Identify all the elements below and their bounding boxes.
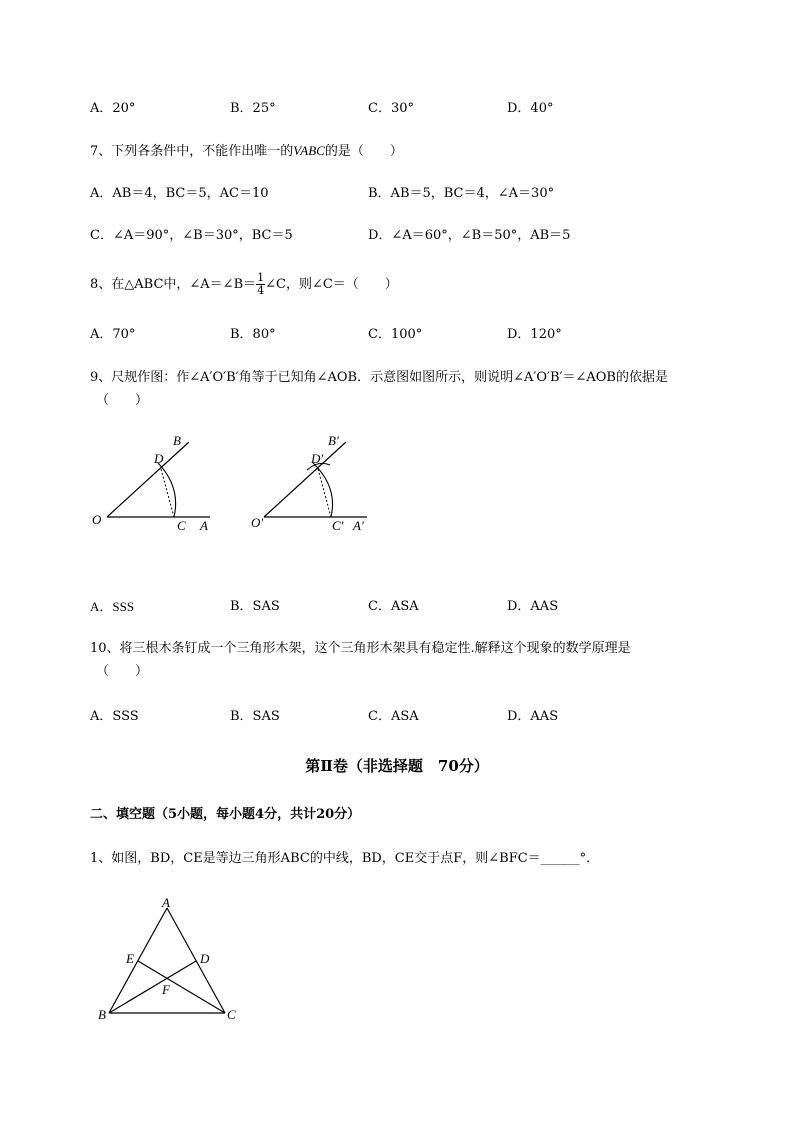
q8-fraction (256, 272, 265, 297)
q8-option-d: D．120° (507, 327, 562, 342)
part2-section-heading: 二、填空题（5小题，每小题4分，共计20分） (90, 807, 361, 822)
q9-paren: （ ） (96, 393, 149, 408)
q6-option-d: D．40° (507, 101, 554, 116)
q8-option-b: B．80° (230, 327, 276, 342)
q6-option-b: B．25° (230, 101, 276, 116)
fill1-label-e: E (126, 951, 134, 966)
q6-option-a: A．20° (90, 101, 136, 116)
q7-stem (90, 143, 403, 160)
q10-option-a: A．SSS (90, 709, 139, 724)
q10-option-b: B．SAS (230, 709, 280, 724)
fig1-label-d: D (154, 451, 164, 466)
q8-option-c: C．100° (368, 327, 423, 342)
fig1-label-a: A (200, 518, 208, 533)
fig2-label-a: A′ (353, 518, 364, 533)
q9-stem: 9、尺规作图：作∠A′O′B′角等于已知角∠AOB．示意图如图所示，则说明∠A′O′B′＝∠AOB的依据是 (90, 370, 668, 385)
q7-option-a: A．AB＝4，BC＝5，AC＝10 (90, 186, 269, 201)
q7-option-c: C．∠A＝90°，∠B＝30°，BC＝5 (90, 228, 293, 243)
fig2-label-o: O′ (251, 515, 264, 530)
q8-stem-pre: 8、在△ABC中，∠A＝∠B＝ (90, 277, 257, 292)
q9-option-d: D．AAS (507, 599, 559, 614)
q7-stem-pre: 7、下列各条件中，不能作出唯一的 (90, 144, 294, 159)
fig1-label-o: O (92, 512, 102, 527)
q7-stem-post: 的是（ ） (324, 144, 403, 159)
fig2-label-c: C′ (332, 518, 344, 533)
q9-figure (85, 425, 385, 540)
q8-frac-num: 1 (257, 271, 265, 284)
fig1-label-b: B (173, 433, 181, 448)
fill1-figure (90, 895, 250, 1030)
fill1-label-d: D (200, 951, 210, 966)
fill1-label-c: C (227, 1007, 236, 1022)
fig1-label-c: C (177, 518, 186, 533)
part2-title: 第Ⅱ卷（非选择题 70分） (305, 757, 489, 775)
q10-paren: （ ） (96, 664, 149, 679)
q9-option-a: A．SSS (90, 599, 135, 614)
q9-option-c: C．ASA (368, 599, 419, 614)
fill1-label-b: B (98, 1007, 106, 1022)
fill1-label-a: A (162, 895, 170, 910)
q9-figure-angle-a2o2b2 (251, 433, 367, 533)
q7-stem-triangle: VABC (293, 143, 325, 158)
q8-stem (90, 270, 398, 300)
fill1-stem: 1、如图，BD，CE是等边三角形ABC的中线，BD，CE交于点F，则∠BFC＝______°． (90, 851, 600, 866)
fig2-label-d: D′ (311, 451, 324, 466)
q8-frac-den: 4 (257, 284, 265, 297)
fill1-label-f: F (162, 982, 170, 997)
q8-stem-post: ∠C，则∠C＝（ ） (265, 277, 398, 292)
fig2-label-b: B′ (328, 433, 339, 448)
q10-option-d: D．AAS (507, 709, 559, 724)
q9-figure-angle-aob (92, 433, 210, 533)
q7-option-b: B．AB＝5，BC＝4，∠A＝30° (368, 186, 555, 201)
q8-option-a: A．70° (90, 327, 136, 342)
q9-option-b: B．SAS (230, 599, 280, 614)
q7-option-d: D．∠A＝60°，∠B＝50°，AB＝5 (368, 228, 571, 243)
q10-stem: 10、将三根木条钉成一个三角形木架，这个三角形木架具有稳定性.解释这个现象的数学原理是 (90, 641, 631, 656)
q10-option-c: C．ASA (368, 709, 419, 724)
q6-option-c: C．30° (368, 101, 414, 116)
